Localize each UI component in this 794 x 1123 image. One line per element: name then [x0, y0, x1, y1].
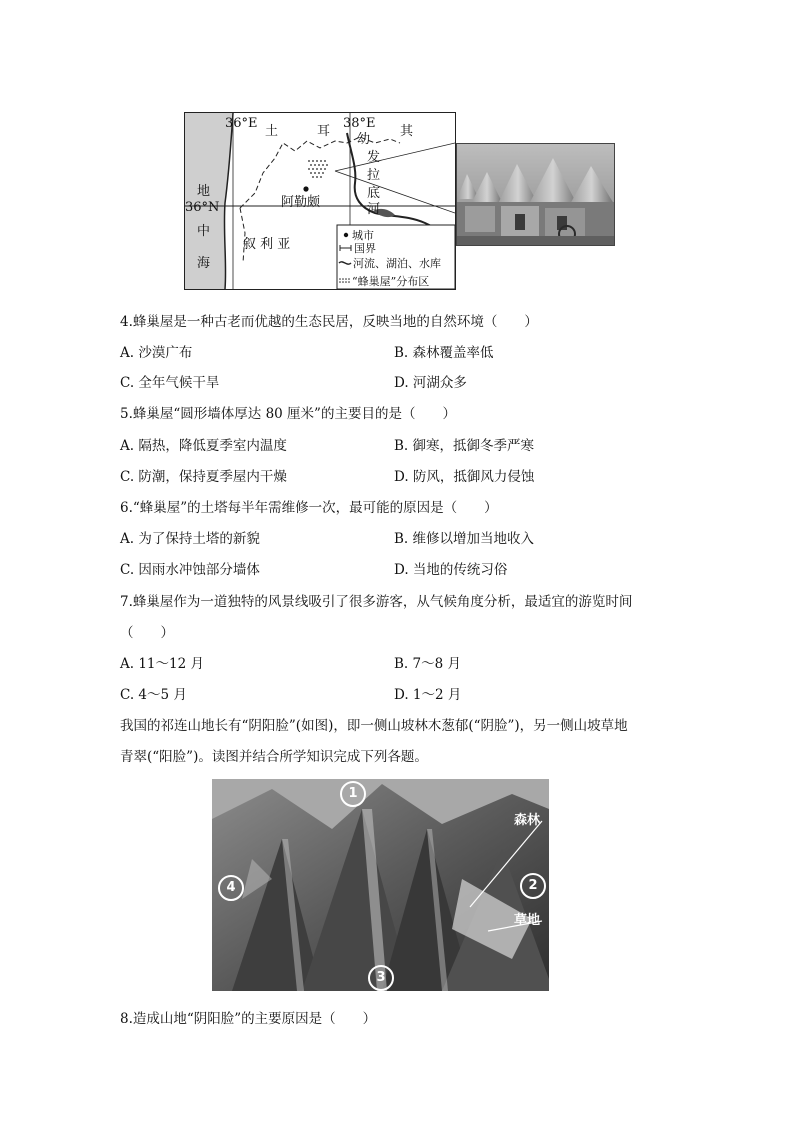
q6-option-c[interactable]: C. 因雨水冲蚀部分墙体 — [120, 562, 260, 578]
q7-option-c[interactable]: C. 4～5 月 — [120, 687, 187, 703]
legend-city: 城市 — [352, 229, 374, 242]
river-label-2: 拉 — [367, 168, 381, 183]
q7-option-b[interactable]: B. 7～8 月 — [394, 656, 461, 672]
legend-distribution: “蜂巢屋”分布区 — [352, 275, 430, 288]
beehive-house-photo — [456, 143, 615, 246]
intro-paragraph-line-2: 青翠(“阳脸”)。读图并结合所学知识完成下列各题。 — [120, 749, 428, 765]
question-6-stem: 6.“蜂巢屋”的土塔每半年需维修一次，最可能的原因是（ ） — [120, 500, 498, 516]
q6-option-b[interactable]: B. 维修以增加当地收入 — [394, 531, 535, 547]
q6-option-d[interactable]: D. 当地的传统习俗 — [394, 562, 508, 578]
country-label-syria: 叙 利 亚 — [243, 237, 291, 252]
city-label-aleppo: 阿勒颇 — [281, 195, 321, 210]
lon36-label: 36°E — [225, 116, 258, 131]
lon38-label: 38°E — [343, 116, 376, 131]
q5-option-b[interactable]: B. 御寒，抵御冬季严寒 — [394, 438, 535, 454]
map-figure — [184, 112, 456, 290]
river-label-4: 河 — [367, 202, 381, 217]
legend-river: 河流、湖泊、水库 — [353, 257, 441, 270]
q4-option-a[interactable]: A. 沙漠广布 — [120, 345, 193, 361]
marker-2: 2 — [520, 873, 546, 899]
region-map — [185, 113, 455, 289]
intro-paragraph-line-1: 我国的祁连山地长有“阴阳脸”(如图)，即一侧山坡林木葱郁(“阴脸”)，另一侧山坡草地 — [120, 718, 628, 734]
national-border-south — [240, 208, 245, 263]
sea-label-0: 地 — [197, 184, 211, 199]
beehive-distribution-area — [308, 160, 328, 178]
q4-option-b[interactable]: B. 森林覆盖率低 — [394, 345, 494, 361]
question-8-stem: 8.造成山地“阴阳脸”的主要原因是（ ） — [120, 1011, 377, 1027]
question-7-stem-bracket: （ ） — [120, 625, 174, 641]
qilian-mountain-photo — [212, 779, 549, 991]
marker-4: 4 — [218, 875, 244, 901]
legend-border: 国界 — [354, 242, 376, 255]
q7-option-a[interactable]: A. 11～12 月 — [120, 656, 204, 672]
map-legend — [337, 225, 455, 289]
marker-1: 1 — [340, 781, 366, 807]
pointer-line-bottom — [335, 171, 455, 213]
q5-option-d[interactable]: D. 防风，抵御风力侵蚀 — [394, 469, 535, 485]
mountain-illustration — [212, 779, 549, 991]
q7-option-d[interactable]: D. 1～2 月 — [394, 687, 462, 703]
sea-label-2: 海 — [197, 256, 211, 271]
beehive-house-illustration — [457, 144, 614, 245]
marker-3: 3 — [368, 965, 394, 991]
river-label-0: 幼 — [357, 132, 371, 147]
question-4-stem: 4.蜂巢屋是一种古老而优越的生态民居，反映当地的自然环境（ ） — [120, 314, 538, 330]
aleppo-city-dot — [303, 186, 308, 191]
q5-option-a[interactable]: A. 隔热，降低夏季室内温度 — [120, 438, 287, 454]
euphrates-river — [347, 133, 455, 231]
q6-option-a[interactable]: A. 为了保持土塔的新貌 — [120, 531, 260, 547]
q5-option-c[interactable]: C. 防潮，保持夏季屋内干燥 — [120, 469, 287, 485]
sea-label-1: 中 — [197, 224, 211, 239]
q4-option-d[interactable]: D. 河湖众多 — [394, 375, 467, 391]
lat36-label: 36°N — [185, 200, 220, 215]
country-label-qi: 其 — [400, 124, 414, 139]
legend-city-icon — [344, 233, 348, 237]
country-label-er: 耳 — [317, 124, 331, 139]
label-forest: 森林 — [514, 813, 541, 828]
river-label-3: 底 — [367, 186, 381, 201]
question-7-stem: 7.蜂巢屋作为一道独特的风景线吸引了很多游客，从气候角度分析，最适宜的游览时间 — [120, 594, 633, 610]
river-label-1: 发 — [367, 150, 381, 165]
q4-option-c[interactable]: C. 全年气候干旱 — [120, 375, 220, 391]
question-5-stem: 5.蜂巢屋“圆形墙体厚达 80 厘米”的主要目的是（ ） — [120, 406, 456, 422]
label-grassland: 草地 — [514, 913, 541, 928]
country-label-tu: 土 — [265, 124, 279, 139]
